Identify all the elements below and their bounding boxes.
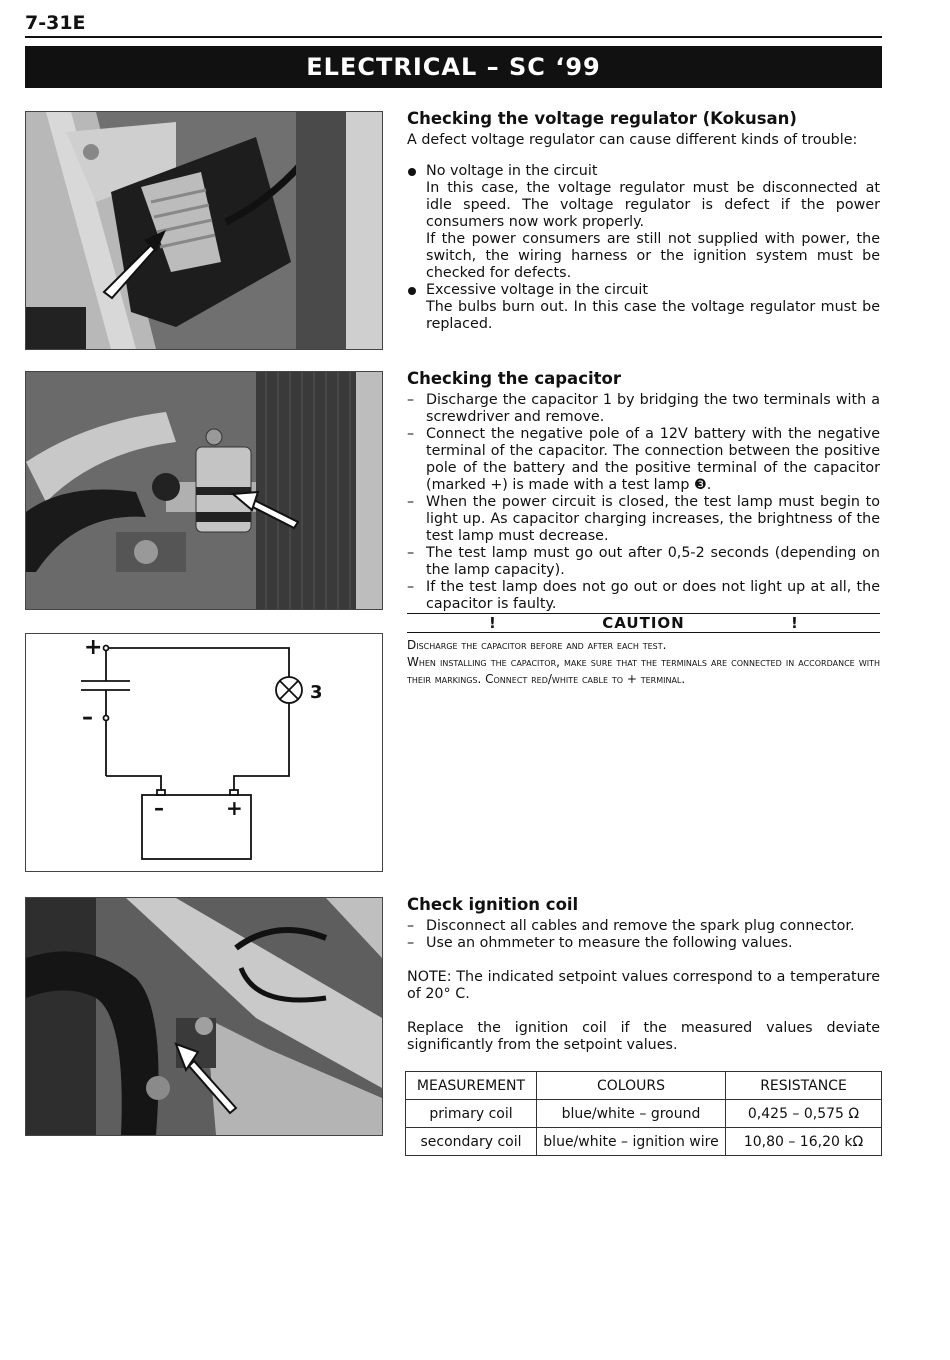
header-rule (25, 36, 882, 38)
caution-title: CAUTION (602, 614, 685, 632)
table-header-row (406, 1072, 882, 1100)
list-item: – When the power circuit is closed, the test lamp must begin to light up. As capacitor charging increases, the brightness of the test lamp must decrease. (407, 494, 880, 545)
battery-plus-label: + (226, 796, 243, 820)
ignition-coil-photo (25, 897, 383, 1136)
voltage-regulator-photo (25, 111, 383, 350)
item-head: Excessive voltage in the circuit (426, 282, 649, 298)
list-item: – The test lamp must go out after 0,5-2 seconds (depending on the lamp capacity). (407, 545, 880, 579)
capacitor-minus-label: – (82, 705, 93, 730)
column-header: MEASUREMENT (406, 1072, 537, 1100)
column-header: RESISTANCE (726, 1072, 882, 1100)
table-cell: blue/white – ground (537, 1100, 726, 1128)
voltage-regulator-intro: A defect voltage regulator can cause different kinds of trouble: (407, 132, 858, 148)
list-item: – Disconnect all cables and remove the spark plug connector. (407, 918, 880, 935)
lamp-label: 3 (310, 682, 323, 703)
table-cell: 10,80 – 16,20 kΩ (726, 1128, 882, 1156)
table-cell: primary coil (406, 1100, 537, 1128)
section-banner: ELECTRICAL – SC ‘99 (25, 46, 882, 88)
capacitor-plus-label: + (84, 635, 103, 660)
list-item: – Use an ohmmeter to measure the following values. (407, 935, 880, 952)
ignition-coil-replace-text: Replace the ignition coil if the measured values deviate significantly from the setpoint values. (407, 1020, 880, 1053)
voltage-regulator-list (407, 163, 880, 333)
caution-text (407, 637, 880, 688)
capacitor-steps (407, 392, 880, 613)
list-item: – If the test lamp does not go out or does not light up at all, the capacitor is faulty. (407, 579, 880, 613)
caution-line: Discharge the capacitor before and after each test. (407, 638, 667, 652)
ignition-coil-values-table (405, 1071, 882, 1156)
caution-header (407, 613, 880, 633)
item-text: If the power consumers are still not supplied with power, the switch, the wiring harness or the ignition system must be checked for defects. (426, 231, 880, 281)
table-cell: secondary coil (406, 1128, 537, 1156)
capacitor-photo (25, 371, 383, 610)
capacitor-test-circuit-diagram (25, 633, 383, 872)
ignition-coil-note: NOTE: The indicated setpoint values correspond to a temperature of 20° C. (407, 969, 880, 1002)
caution-line: When installing the capacitor, make sure that the terminals are connected in accordance with their markings. Connect red/white cable to + terminal. (407, 655, 880, 686)
caution-mark-right: ! (791, 614, 798, 632)
list-item: – Connect the negative pole of a 12V battery with the negative terminal of the capacitor. The connection between the positive pole of the battery and the positive terminal of the capacitor (marked +) is made with a test lamp ❸. (407, 426, 880, 494)
caution-mark-left: ! (489, 614, 496, 632)
table-row (406, 1100, 882, 1128)
battery-minus-label: – (154, 796, 164, 820)
item-head: No voltage in the circuit (426, 163, 598, 179)
list-item (407, 282, 880, 333)
table-cell: 0,425 – 0,575 Ω (726, 1100, 882, 1128)
table-row (406, 1128, 882, 1156)
page-number: 7-31E (25, 12, 86, 34)
table-cell: blue/white – ignition wire (537, 1128, 726, 1156)
capacitor-section (407, 369, 880, 613)
list-item: – Discharge the capacitor 1 by bridging the two terminals with a screwdriver and remove. (407, 392, 880, 426)
list-item (407, 163, 880, 282)
capacitor-heading: Checking the capacitor (407, 369, 621, 388)
ignition-coil-heading: Check ignition coil (407, 895, 579, 914)
column-header: COLOURS (537, 1072, 726, 1100)
item-text: In this case, the voltage regulator must be disconnected at idle speed. The voltage regulator is defect if the power consumers now work properly. (426, 180, 880, 230)
ignition-coil-steps (407, 918, 880, 952)
voltage-regulator-heading: Checking the voltage regulator (Kokusan) (407, 109, 797, 128)
item-text: The bulbs burn out. In this case the voltage regulator must be replaced. (426, 299, 880, 332)
ignition-coil-section (407, 895, 880, 1054)
voltage-regulator-section (407, 109, 880, 333)
